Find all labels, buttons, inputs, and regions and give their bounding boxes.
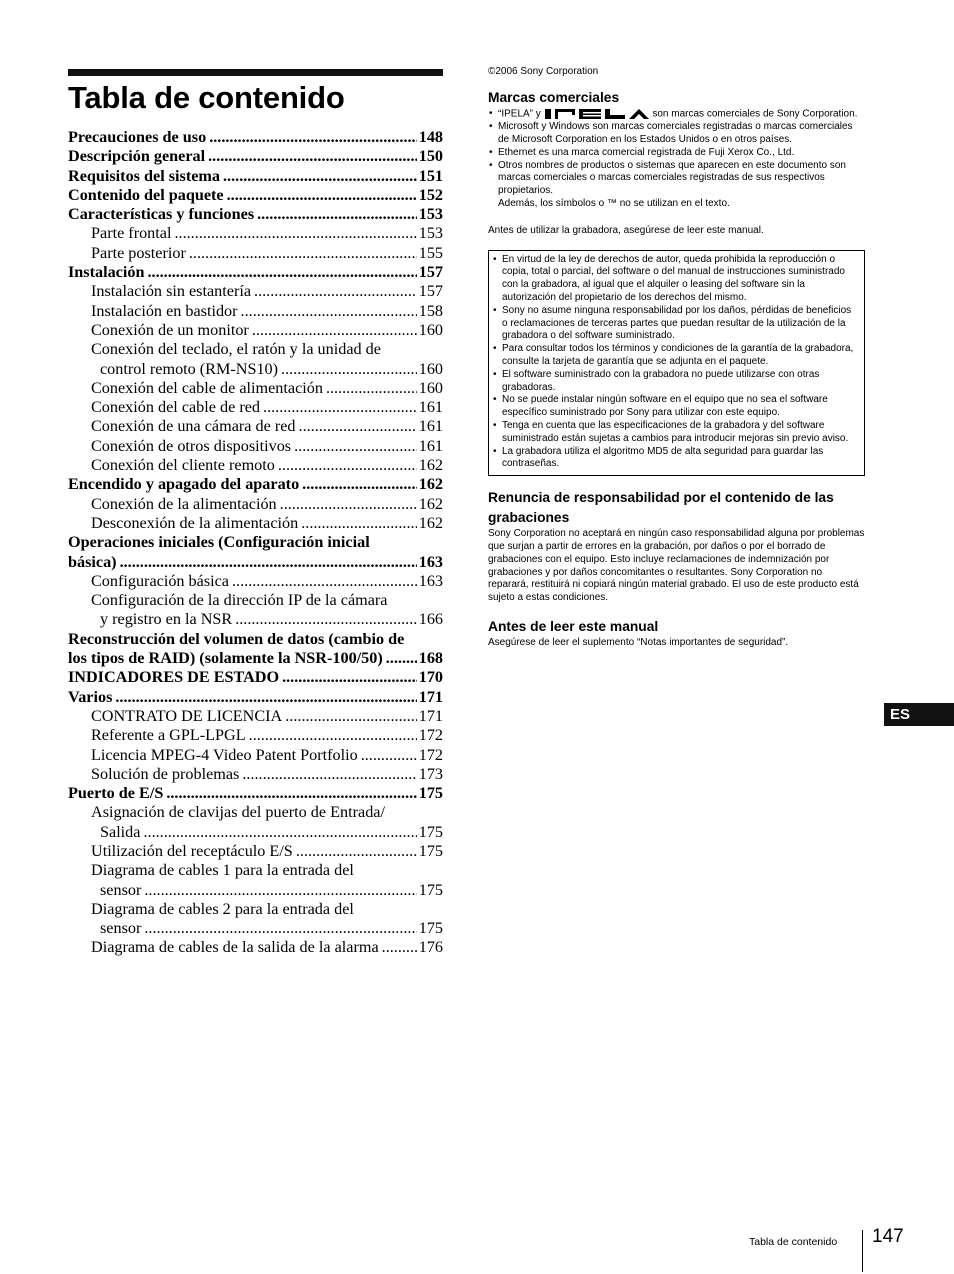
toc-entry-page: 161 [418,398,443,417]
toc-entry[interactable] [68,437,443,456]
toc-entry[interactable] [68,533,443,572]
toc-entry-title: Solución de problemas [91,764,240,783]
toc-entry-title: INDICADORES DE ESTADO [68,668,280,687]
toc-entry-title: Conexión de la alimentación [91,494,277,513]
toc-leader-dots [144,881,416,900]
toc-entry-page: 175 [418,841,443,860]
toc-leader-dots [326,379,417,398]
toc-leader-dots [223,167,417,186]
toc-entry-title: Conexión del cable de alimentación [91,378,323,397]
toc-leader-dots [302,475,417,494]
toc-entry-title: Conexión de un monitor [91,320,249,339]
list-item [488,108,865,121]
toc-entry-title: Desconexión de la alimentación [91,513,299,532]
toc-entry-title: Instalación [68,263,145,282]
toc-entry[interactable] [68,224,443,243]
toc-entry[interactable] [68,302,443,321]
toc-leader-dots [227,186,417,205]
footer-divider [862,1230,863,1272]
right-column [488,66,865,650]
toc-entry[interactable] [68,726,443,745]
toc-entry-title: Características y funciones [68,205,255,224]
toc-entry-page: 160 [418,359,443,378]
toc-entry-page: 161 [418,417,443,436]
toc-entry-title: Configuración básica [91,571,229,590]
toc-entry-title: CONTRATO DE LICENCIA [91,706,283,725]
toc-leader-dots [361,746,417,765]
toc-entry[interactable] [68,417,443,436]
toc-entry[interactable] [68,321,443,340]
toc-entry-lead: Reconstrucción del volumen de datos (cambio de [68,629,405,648]
toc-entry-title: Conexión de una cámara de red [91,417,296,436]
toc-entry-page: 162 [418,456,443,475]
ipela-prefix: “IPELA” y [498,108,541,120]
toc-leader-dots [249,726,417,745]
before-use-note: Antes de utilizar la grabadora, asegúrese de leer este manual. [488,224,764,236]
toc-entry[interactable] [68,630,443,669]
toc-entry[interactable] [68,591,443,630]
toc-entry[interactable] [68,475,443,494]
toc-entry-page: 175 [418,880,443,899]
toc-leader-dots [166,784,416,803]
notice-box [488,250,865,477]
toc-entry-page: 153 [418,205,443,224]
toc-leader-dots [209,128,417,147]
toc-leader-dots [280,495,417,514]
toc-entry-page: 175 [418,822,443,841]
ipela-logo-icon [544,108,650,120]
toc-entry-lead: Conexión del teclado, el ratón y la unidad de [91,340,381,359]
toc-entry-page: 155 [418,243,443,262]
list-item: • Microsoft y Windows son marcas comerciales registradas o marcas comerciales de Microsoft Corporation en los Estados Unidos o en otros países. [488,121,865,147]
toc-entry[interactable] [68,842,443,861]
toc-leader-dots [254,282,417,301]
read-manual-heading: Antes de leer este manual [488,618,659,634]
toc-entry[interactable] [68,688,443,707]
toc-entry-title: Contenido del paquete [68,185,224,204]
toc-entry[interactable] [68,205,443,224]
toc-leader-dots [386,649,417,668]
toc-entry-page: 150 [418,147,443,166]
toc-entry[interactable] [68,514,443,533]
toc-entry[interactable] [68,282,443,301]
toc-leader-dots [115,688,416,707]
toc-entry-title: Varios [68,687,113,706]
list-item: • Ethernet es una marca comercial registrada de Fuji Xerox Co., Ltd. [488,147,865,160]
toc-entry[interactable] [68,244,443,263]
disclaimer-heading: Renuncia de responsabilidad por el contenido de las grabaciones [488,490,834,526]
toc-entry-page: 160 [418,320,443,339]
list-item: • Tenga en cuenta que las especificaciones de la grabadora y del software suministrado están sujetas a cambios para introducir mejoras sin previo aviso. [492,420,858,446]
toc-entry-page: 158 [418,301,443,320]
toc-entry-title: Instalación en bastidor [91,301,238,320]
toc-entry-title: y registro en la NSR [100,610,233,629]
toc-entry-title: Parte posterior [91,243,186,262]
toc-entry-title: Puerto de E/S [68,784,164,803]
toc-leader-dots [252,321,417,340]
toc-entry-page: 161 [418,436,443,455]
toc-entry-page: 172 [418,745,443,764]
disclaimer-text: Sony Corporation no aceptará en ningún caso responsabilidad alguna por problemas que surjan a partir de errores en la grabación, por daños o por el borrado de grabaciones con el equipo. Esto incluye reclamaciones de indemnización por grabaciones y por daños concomitantes o resultantes. Sony Corporation no reparará, restituirá ni copiará ningún material grabado. El uso de este producto está sujeto a estas condiciones. [488,528,865,604]
toc-entry[interactable] [68,456,443,475]
toc-entry-title: Parte frontal [91,224,172,243]
toc-entry[interactable] [68,340,443,379]
toc-entry[interactable] [68,765,443,784]
toc-entry-title: Diagrama de cables de la salida de la alarma [91,938,379,957]
toc-entry-page: 176 [418,938,443,957]
toc-entry-page: 175 [418,784,443,803]
toc-entry-title: sensor [100,880,142,899]
toc-entry-page: 175 [418,919,443,938]
toc-entry[interactable] [68,167,443,186]
toc-entry-page: 170 [418,668,443,687]
toc-leader-dots [285,707,416,726]
toc-leader-dots [263,398,417,417]
toc-leader-dots [189,244,417,263]
toc-leader-dots [208,147,417,166]
toc-entry-title: sensor [100,919,142,938]
toc-entry[interactable] [68,861,443,900]
toc-leader-dots [147,263,416,282]
trademarks-heading: Marcas comerciales [488,89,620,105]
toc-entry-page: 148 [418,128,443,146]
toc-leader-dots [296,842,417,861]
toc-entry[interactable] [68,495,443,514]
toc-leader-dots [232,572,417,591]
toc-entry-page: 152 [418,185,443,204]
toc-leader-dots [174,224,416,243]
toc-entry-title: Descripción general [68,147,206,166]
copyright-notice: ©2006 Sony Corporation [488,66,599,77]
toc-entry[interactable] [68,803,443,842]
footer-label: Tabla de contenido [749,1236,838,1248]
list-item: • Para consultar todos los términos y condiciones de la garantía de la grabadora, consulte la tarjeta de garantía que se adjunta en el paquete. [492,343,858,369]
language-tab: ES [884,703,954,726]
toc-entry[interactable] [68,147,443,166]
toc-entry[interactable] [68,379,443,398]
toc-entry-lead: Operaciones iniciales (Configuración inicial [68,533,370,552]
table-of-contents [68,128,443,958]
toc-leader-dots [144,919,416,938]
toc-entry[interactable] [68,707,443,726]
toc-entry-lead: Asignación de clavijas del puerto de Entrada/ [91,803,385,822]
toc-entry-page: 162 [418,494,443,513]
toc-entry-page: 157 [418,263,443,282]
toc-entry-title: Conexión del cable de red [91,398,261,417]
toc-leader-dots [301,514,417,533]
toc-entry[interactable] [68,746,443,765]
trademarks-list [488,108,865,198]
list-item: • El software suministrado con la grabadora no puede utilizarse con otras grabadoras. [492,369,858,395]
toc-entry-title: Utilización del receptáculo E/S [91,841,293,860]
toc-leader-dots [278,456,417,475]
toc-entry[interactable] [68,572,443,591]
toc-entry-title: Licencia MPEG-4 Video Patent Portfolio [91,745,358,764]
toc-entry-page: 157 [418,282,443,301]
toc-entry-title: Requisitos del sistema [68,166,220,185]
symbols-note: Además, los símbolos o ™ no se utilizan en el texto. [498,198,730,210]
toc-entry-page: 173 [418,764,443,783]
toc-entry-page: 172 [418,726,443,745]
toc-entry-title: Encendido y apagado del aparato [68,475,300,494]
toc-leader-dots [143,823,416,842]
toc-entry[interactable] [68,900,443,939]
toc-entry-title: los tipos de RAID) (solamente la NSR-100/50) [68,649,383,668]
toc-leader-dots [382,938,417,957]
toc-entry[interactable] [68,128,443,147]
page-title: Tabla de contenido [68,80,345,115]
toc-leader-dots [120,553,417,572]
toc-entry[interactable] [68,668,443,687]
header-rule [68,69,443,76]
toc-entry-title: Instalación sin estantería [91,282,252,301]
toc-entry-page: 166 [418,610,443,629]
toc-entry-page: 162 [418,475,443,494]
svg-text:IPELA: IPELA [543,107,547,109]
toc-entry[interactable] [68,186,443,205]
toc-entry-page: 168 [418,649,443,668]
read-manual-text: Asegúrese de leer el suplemento “Notas importantes de seguridad”. [488,636,789,648]
toc-leader-dots [282,668,417,687]
toc-entry-lead: Diagrama de cables 1 para la entrada del [91,861,354,880]
toc-entry-page: 162 [418,513,443,532]
toc-leader-dots [294,437,417,456]
toc-entry-page: 163 [418,571,443,590]
toc-leader-dots [257,205,417,224]
toc-entry-page: 160 [418,378,443,397]
toc-leader-dots [299,417,417,436]
toc-entry-title: Referente a GPL-LPGL [91,726,246,745]
toc-entry-page: 171 [418,687,443,706]
ipela-suffix: son marcas comerciales de Sony Corporation. [652,108,858,120]
list-item: • Otros nombres de productos o sistemas que aparecen en este documento son marcas comerciales o marcas comerciales registradas de sus respectivos propietarios. [488,160,865,198]
toc-leader-dots [242,765,416,784]
toc-leader-dots [235,610,417,629]
toc-leader-dots [241,302,417,321]
toc-entry-title: básica) [68,552,117,571]
toc-entry[interactable] [68,398,443,417]
toc-entry-page: 171 [418,706,443,725]
toc-entry[interactable] [68,938,443,957]
toc-entry-page: 151 [418,166,443,185]
list-item: • La grabadora utiliza el algoritmo MD5 de alta seguridad para guardar las contraseñas. [492,446,858,472]
page-number: 147 [872,1226,904,1247]
list-item: • En virtud de la ley de derechos de autor, queda prohibida la reproducción o copia, total o parcial, del software o del manual de instrucciones suministrado con la grabadora, al igual que el alquiler o leasing del software sin la autorización del propietario de los derechos del mismo. [492,254,858,305]
toc-entry-lead: Configuración de la dirección IP de la cámara [91,591,388,610]
toc-entry-lead: Diagrama de cables 2 para la entrada del [91,899,354,918]
toc-entry-title: Conexión del cliente remoto [91,456,275,475]
toc-entry-title: control remoto (RM-NS10) [100,359,279,378]
toc-leader-dots [281,360,417,379]
list-item: • No se puede instalar ningún software en el equipo que no sea el software específico suministrado por Sony para utilizar con este equipo. [492,394,858,420]
toc-entry[interactable] [68,784,443,803]
toc-entry-page: 153 [418,224,443,243]
list-item: • Sony no asume ninguna responsabilidad por los daños, pérdidas de beneficios o reclamaciones de terceras partes que puedan resultar de la utilización de la grabadora o del software suministrado. [492,305,858,343]
toc-entry-page: 163 [418,552,443,571]
toc-entry-title: Precauciones de uso [68,128,207,146]
toc-entry-title: Conexión de otros dispositivos [91,436,292,455]
toc-entry-title: Salida [100,822,141,841]
notice-list [492,254,858,472]
toc-entry[interactable] [68,263,443,282]
